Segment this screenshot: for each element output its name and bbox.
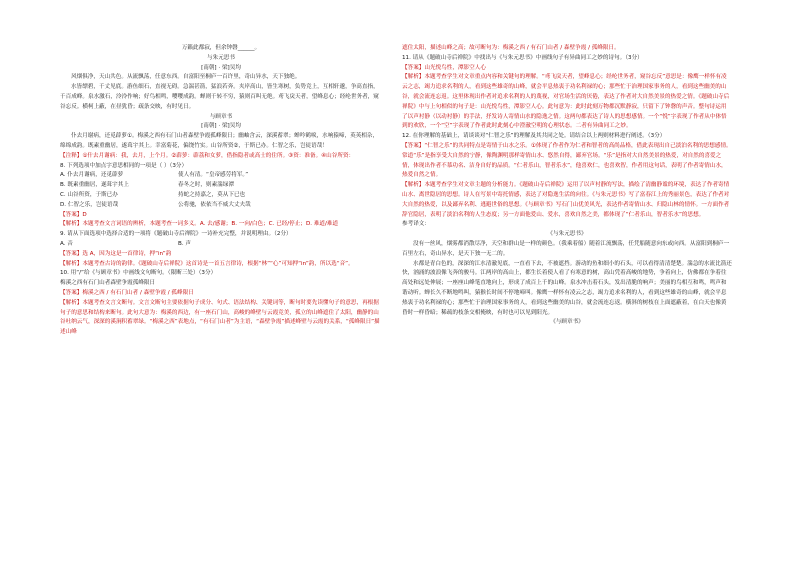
option-row <box>60 191 382 201</box>
text-paragraph: 【解析】本题考查学生对文章重点内容和关键句的理解。“鸢飞戾天者，望峰息心；经纶世务者，窥谷忘反”意思是：像鹰一样怀有凌云之志，竭力追求名利的人，看到这些雄奇的山峰，就会平息热衷于功名利禄的心；那些忙于治理国家事务的人，看到这些幽美的山谷，就会流连忘返。这里体现出作者对追求名利的人的蔑视，对官场生活的厌倦，表达了作者对大自然美景的热爱之情。《题破山寺后禅院》中与上句相似的句子是：山光悦鸟性，潭影空人心。此句意为：此时此刻万物都沉默静寂，只留下了钟磬的声音。整句诗运用了以声衬静（以动衬静）的手法，抒发诗人寄情山水的隐逸之情。这两句都表达了诗人的思想感情。一个“悦”字表现了作者从中体悟到的欢欣，一个“空”字表现了作者此时此刻心中澄澈空明的心理状态。二者有异曲同工之妙。 <box>402 74 730 130</box>
text-paragraph: 8. 下列选项中加点字意思相同的一项是（ ）（3分） <box>60 162 188 169</box>
right-column <box>402 44 732 328</box>
section-title: 与朱元思书 <box>207 54 235 61</box>
option-text: B. 既素重幽居，遂葺宇其上 <box>60 182 129 189</box>
text-paragraph: 【答案】选 A，因为这是一首律诗，押“in”韵 <box>60 250 172 257</box>
text-paragraph: 参考译文： <box>402 221 430 228</box>
option-row <box>60 201 382 211</box>
text-paragraph: 风烟俱净，天山共色。从流飘荡，任意东西。自富阳至桐庐一百许里，奇山异水，天下独绝。 <box>71 74 301 81</box>
section-title: 《与朱元思书》 <box>547 231 587 238</box>
option-text: 使人有清。“皇帝感劳将军。” <box>178 172 249 179</box>
text-paragraph: 11. 请从《题破山寺后禅院》中找出与《与朱元思书》中画线句子有异曲同工之妙的诗句。（3分） <box>402 54 643 61</box>
text-paragraph: 水都是青白色的，深深的江水清澈见底，一直看下去，不被遮挡。游动的鱼和细小的石头，可以看得清清楚楚。湍急的水流比箭还快，汹涌的波浪像飞奔的骏马。江两岸的高山上，都生长着使人看了有寒意的树，高山凭着高峻的地势，争着向上，仿佛都在争着往高处和远处伸展；一座座山峰笔直地向上，形成了成百上千的山峰。泉水冲击着石头，发出清脆的响声；美丽的鸟相互和鸣，鸣声和谐动听。蝉长久不断地鸣叫，猿猴长时间不停地啼叫。像鹰一样怀有凌云之志，竭力追求名利的人，看到这些雄奇的山峰，就会平息热衷于功名利禄的心；那些忙于治理国家事务的人，看到这些幽美的山谷，就会流连忘返。横斜的树枝在上面遮蔽着，在白天也像黄昏时一样昏暗；稀疏的枝条交相掩映，有时也可以见到阳光。 <box>402 260 732 316</box>
text-paragraph: 【答案】“仁智之乐”的共同特点是寄情于山水之乐。①体现了作者作为仁者和智者的高尚品格，借此表现出自己淡泊名利的思想感情。常道“乐”是指享受大自然的宁静，像陶渊明那样寄情山水、悠然自得，鄙弃官场。“乐”是指对大自然美景的热爱，对自然的喜爱之情，体现出作者不慕功名、洁身自好的品质。“仁者乐山，智者乐水”，他喜欢仁，也喜欢智，作者用这句话，表明了作者寄情山水，热爱自然之情。 <box>402 142 732 179</box>
text-paragraph: 【解析】本题考查文言词语的辨析，本题考查一词多义。A. 去/感谢；B. 一向/白色；C. 已经/停止；D. 难道/难道 <box>60 221 339 228</box>
option-text: D. 仁智之乐，岂徒语哉 <box>60 201 119 208</box>
option-text: 公将驰，依依当不威大丈夫哉 <box>178 201 251 208</box>
section-title: [南朝] · 梁]吴均 <box>201 123 241 130</box>
option-row <box>60 181 382 191</box>
section-title: 《与顾章书》 <box>550 319 584 326</box>
option-text: A. 音 <box>60 240 73 247</box>
text-paragraph: 【答案】梅溪之西 / 有石门山者 / 森壁争霞 / 孤峰限日 <box>60 289 194 296</box>
option-text: A. 仆去月谢病，还觅薜萝 <box>60 172 124 179</box>
option-text: B. 声 <box>178 240 191 247</box>
option-text: 持蛇之持嘉之，莫从下已也 <box>178 191 246 198</box>
text-paragraph: 仆去月谢病，还觅薜萝①。梅溪之西有石门山者森壁争霞孤峰限日；幽岫含云，深溪蓄翠；蝉吟鹤唳，水响猿啼，英英相杂，绵绵成韵。既素重幽居，遂葺宇其上。幸富菊花，偏饶竹实。山谷所资②，于斯已办。仁智之乐，岂徒语哉！ <box>60 133 379 149</box>
text-paragraph: 水皆缥碧，千丈见底。游鱼细石，直视无碍。急湍甚箭，猛浪若奔。夹岸高山，皆生寒树，负势竞上，互相轩邈，争高直指，千百成峰。泉水激石，泠泠作响；好鸟相鸣，嘤嘤成韵。蝉则千转不穷，猿则百叫无绝。鸢飞戾天者，望峰息心；经纶世务者，窥谷忘反。横柯上蔽，在昼犹昏；疏条交映，有时见日。 <box>60 84 379 110</box>
section-title: [南朝] · 梁]吴均 <box>201 64 241 71</box>
text-paragraph: 【答案】山光悦鸟性，潭影空人心 <box>402 64 486 71</box>
text-paragraph: 【答案】D <box>60 211 87 218</box>
text-paragraph: 梅溪之西有石门山者森壁争霞孤峰限日 <box>60 280 156 287</box>
text-paragraph: 9. 请从下面选项中选择合适的一项将《题破山寺后禅院》一诗补充完整，并说明理由。（2分） <box>60 231 292 238</box>
text-paragraph: 10. 用“/”给《与顾章书》中画线文句断句。（限断三处）（3分） <box>60 270 217 277</box>
option-row <box>60 240 382 250</box>
section-title: 与顾章书 <box>209 113 233 120</box>
text-paragraph: 【注释】①什去月谢病：我，去月，上个月。②薜萝：薜荔和女萝，借指隐者或高士的住所。③资：准备。④山谷所资： <box>60 152 355 159</box>
text-paragraph: 遮住太阳，描述山峰之高；故可断句为：梅溪之西 / 有石门山者 / 森壁争霞 / 孤峰限日。 <box>402 45 620 51</box>
text-paragraph: 12. 在你理解的基础上，请谈谈对“仁智之乐”的理解及其共同之处。请结合以上两则材料进行阐述。（3分） <box>402 133 666 140</box>
left-column <box>60 44 382 338</box>
option-text: 春冬之时，则素湍绿潭 <box>178 182 234 189</box>
text-paragraph: 【解析】本题考查古诗的韵律。《题破山寺后禅院》这首诗是一首五言律诗，根据“林”“心”可知押“in”韵，所以选“音”。 <box>60 260 354 267</box>
text-paragraph: 没有一丝风，烟雾都消散尽净，天空和群山是一样的颜色。（我乘着船）随着江流飘荡，任凭船随意向东或向西。从富阳到桐庐一百里左右，奇山异水，是天下独一无二的。 <box>402 240 730 257</box>
section-title: 万籁此都寂，但余钟磬______。 <box>181 45 261 51</box>
option-row <box>60 171 382 181</box>
text-paragraph: 【解析】本题考查文言文断句。文言文断句主要依据句子成分、句式、语法结构、关键词等，断句时要先读懂句子的意思，再根据句子的意思和结构来断句。此句大意为：梅溪的西边，有一座石门山，高峻的峰壁与云霞竞美，孤立的山峰遮住了太阳，幽静的山谷吐纳云气，深深的溪涧积蓄翠绿。“梅溪之西”表地点，“有石门山者”为主语，“森壁争霞”描述峰壁与云霞的关系，“孤峰限日”描述山峰 <box>60 299 380 336</box>
option-text: C. 山谷所资，于斯已办 <box>60 191 118 198</box>
text-paragraph: 【解析】本题考查学生对文章主题的分析能力。《题破山寺后禅院》运用了以声衬静的写法，描绘了清幽静谧的环境，表达了作者寄情山水、离世隐居的思想。诗人在写景中寄托情感，表达了对隐逸生活的向往。《与朱元思书》写了富春江上的秀丽景色，表达了作者对大自然的热爱，以及鄙弃名利、逃避世俗的思想。《与顾章书》写石门山优美风光，表达作者寄情山水、归隐山林的情怀。一方面作者辞官隐居，表明了淡泊名利的人生态度；另一方面他爱山、爱水，喜欢自然之美，都体现了“仁者乐山，智者乐水”的思想。 <box>402 182 730 218</box>
